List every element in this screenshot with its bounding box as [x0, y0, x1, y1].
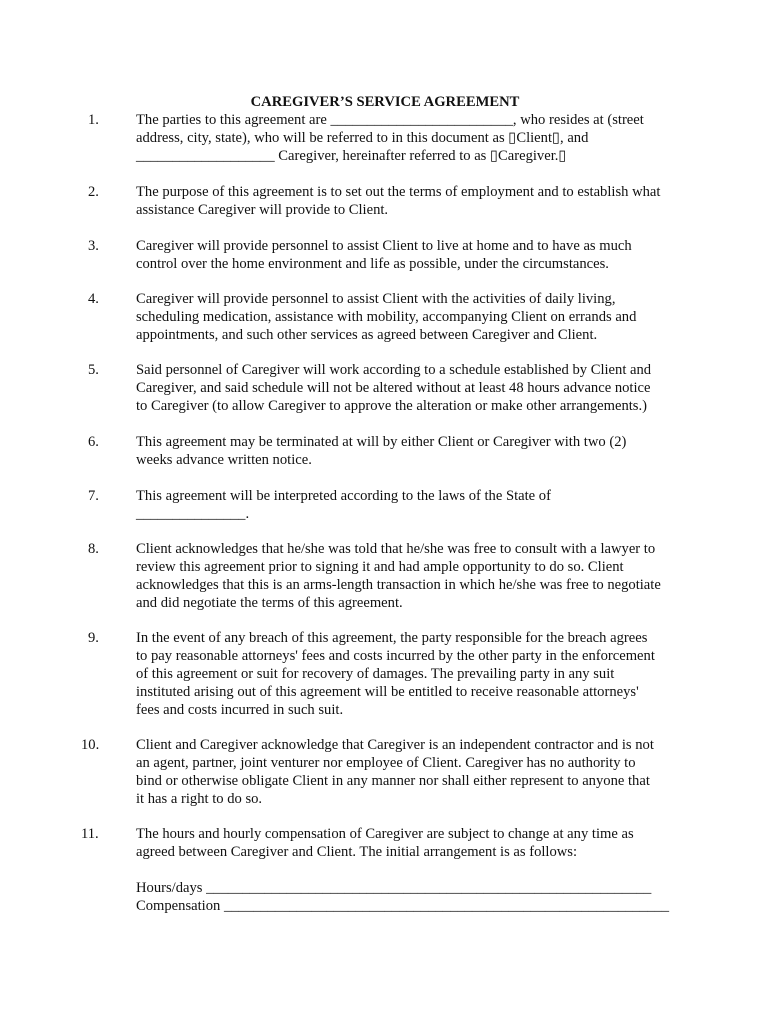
clause-line: address, city, state), who will be referred to in this document as ▯Client▯, and [136, 130, 589, 146]
clause-number: 11. [81, 826, 99, 842]
clause-line: to pay reasonable attorneys' fees and costs incurred by the other party in the enforcement [136, 648, 655, 664]
clause-line: control over the home environment and life as possible, under the circumstances. [136, 256, 609, 272]
clause-number: 10. [81, 737, 100, 753]
clause-number: 5. [88, 362, 99, 378]
clause-line: This agreement may be terminated at will by either Client or Caregiver with two (2) [136, 434, 627, 450]
clause-line: The hours and hourly compensation of Caregiver are subject to change at any time as [136, 826, 634, 842]
clause-line: The purpose of this agreement is to set out the terms of employment and to establish what [136, 184, 661, 200]
clause-line: of this agreement or suit for recovery of damages. The prevailing party in any suit [136, 666, 615, 682]
clause-line: agreed between Caregiver and Client. The initial arrangement is as follows: [136, 844, 578, 860]
clause-number: 6. [88, 434, 99, 450]
clause-line: appointments, and such other services as agreed between Caregiver and Client. [136, 327, 598, 343]
clause-number: 9. [88, 630, 99, 646]
clause-line: This agreement will be interpreted according to the laws of the State of [136, 488, 551, 504]
clause-line: scheduling medication, assistance with mobility, accompanying Client on errands and [136, 309, 637, 325]
clause-line: assistance Caregiver will provide to Client. [136, 202, 389, 218]
clause-line: fees and costs incurred in such suit. [136, 702, 344, 718]
clause-number: 8. [88, 541, 99, 557]
clause-line: weeks advance written notice. [136, 452, 312, 468]
clause-number: 1. [88, 112, 99, 128]
clause-line: bind or otherwise obligate Client in any manner nor shall either represent to anyone that [136, 773, 650, 789]
clause-number: 3. [88, 238, 99, 254]
state-blank: _______________. [136, 506, 250, 522]
clause-number: 7. [88, 488, 99, 504]
clause-line: acknowledges that this is an arms-length transaction in which he/she was free to negotiate [136, 577, 661, 593]
compensation-field: Compensation _____________________________________________________________ [136, 898, 670, 914]
clause-line: it has a right to do so. [136, 791, 263, 807]
clause-line: Client and Caregiver acknowledge that Caregiver is an independent contractor and is not [136, 737, 654, 753]
clause-line: Caregiver will provide personnel to assist Client to live at home and to have as much [136, 238, 632, 254]
clause-line: an agent, partner, joint venturer nor employee of Client. Caregiver has no authority to [136, 755, 636, 771]
clause-line: to Caregiver (to allow Caregiver to approve the alteration or make other arrangements.) [136, 398, 647, 414]
hours-days-field: Hours/days _____________________________________________________________ [136, 880, 652, 896]
clause-line: Caregiver, and said schedule will not be altered without at least 48 hours advance notice [136, 380, 651, 396]
clause-line: and did negotiate the terms of this agreement. [136, 595, 403, 611]
clause-line: ___________________ Caregiver, hereinafter referred to as ▯Caregiver.▯ [136, 148, 567, 164]
clause-number: 4. [88, 291, 99, 307]
clause-line: Client acknowledges that he/she was told that he/she was free to consult with a lawyer to [136, 541, 656, 557]
clause-line: The parties to this agreement are _________________________, who resides at (street [136, 112, 644, 128]
clause-number: 2. [88, 184, 99, 200]
clause-line: instituted arising out of this agreement will be entitled to receive reasonable attorneys' [136, 684, 639, 700]
clause-line: review this agreement prior to signing it and had ample opportunity to do so. Client [136, 559, 624, 575]
clause-line: In the event of any breach of this agreement, the party responsible for the breach agrees [136, 630, 648, 646]
clause-line: Said personnel of Caregiver will work according to a schedule established by Client and [136, 362, 652, 378]
clause-line: Caregiver will provide personnel to assist Client with the activities of daily living, [136, 291, 616, 307]
page-title: CAREGIVER’S SERVICE AGREEMENT [250, 94, 520, 110]
